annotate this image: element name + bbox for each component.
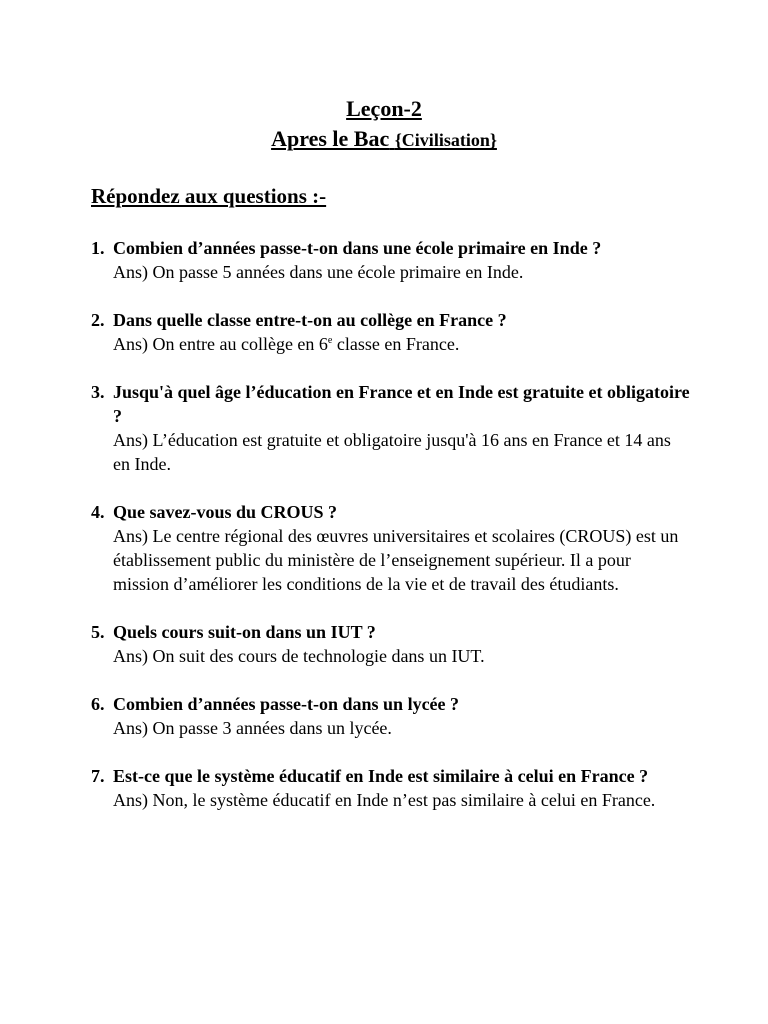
answer-text: Ans) On passe 3 années dans un lycée. bbox=[113, 718, 392, 738]
question-item bbox=[91, 308, 691, 356]
question-item bbox=[91, 380, 691, 476]
answer-superscript: e bbox=[327, 335, 333, 346]
question-number: 7. bbox=[91, 766, 105, 786]
question-item bbox=[91, 620, 691, 668]
document-header bbox=[0, 94, 768, 155]
lesson-subtitle bbox=[0, 124, 768, 155]
question-number: 6. bbox=[91, 694, 105, 714]
question-item bbox=[91, 500, 691, 596]
question-text: Dans quelle classe entre-t-on au collège en France ? bbox=[113, 310, 507, 330]
question-number: 1. bbox=[91, 238, 105, 258]
answer-part: Ans) On entre au collège en 6 bbox=[113, 334, 328, 354]
answer-text bbox=[113, 332, 691, 356]
question-item bbox=[91, 236, 691, 284]
question-text: Combien d’années passe-t-on dans un lycée ? bbox=[113, 694, 460, 714]
answer-text: Ans) Le centre régional des œuvres universitaires et scolaires (CROUS) est un établissement public du ministère de l’enseignement supérieur. Il a pour mission d’améliorer les conditions de la vie et de travail des étudiants. bbox=[113, 526, 679, 594]
instruction-heading: Répondez aux questions :- bbox=[91, 184, 327, 208]
question-text: Quels cours suit-on dans un IUT ? bbox=[113, 622, 376, 642]
question-text: Combien d’années passe-t-on dans une école primaire en Inde ? bbox=[113, 238, 602, 258]
question-text: Est-ce que le système éducatif en Inde est similaire à celui en France ? bbox=[113, 766, 649, 786]
answer-text: Ans) Non, le système éducatif en Inde n’est pas similaire à celui en France. bbox=[113, 790, 656, 810]
question-text: Jusqu'à quel âge l’éducation en France et en Inde est gratuite et obligatoire ? bbox=[113, 382, 690, 426]
question-number: 5. bbox=[91, 622, 105, 642]
subtitle-main: Apres le Bac bbox=[271, 126, 390, 151]
question-item bbox=[91, 764, 691, 812]
lesson-title: Leçon-2 bbox=[346, 96, 422, 121]
question-number: 2. bbox=[91, 310, 105, 330]
question-number: 3. bbox=[91, 382, 105, 402]
answer-part: classe en France. bbox=[332, 334, 460, 354]
answer-text: Ans) On passe 5 années dans une école primaire en Inde. bbox=[113, 262, 524, 282]
question-text: Que savez-vous du CROUS ? bbox=[113, 502, 338, 522]
subtitle-tag: {Civilisation} bbox=[394, 130, 497, 150]
question-number: 4. bbox=[91, 502, 105, 522]
answer-text: Ans) On suit des cours de technologie dans un IUT. bbox=[113, 646, 485, 666]
answer-text: Ans) L’éducation est gratuite et obligatoire jusqu'à 16 ans en France et 14 ans en Inde. bbox=[113, 430, 671, 474]
question-item bbox=[91, 692, 691, 740]
question-list bbox=[91, 236, 691, 836]
